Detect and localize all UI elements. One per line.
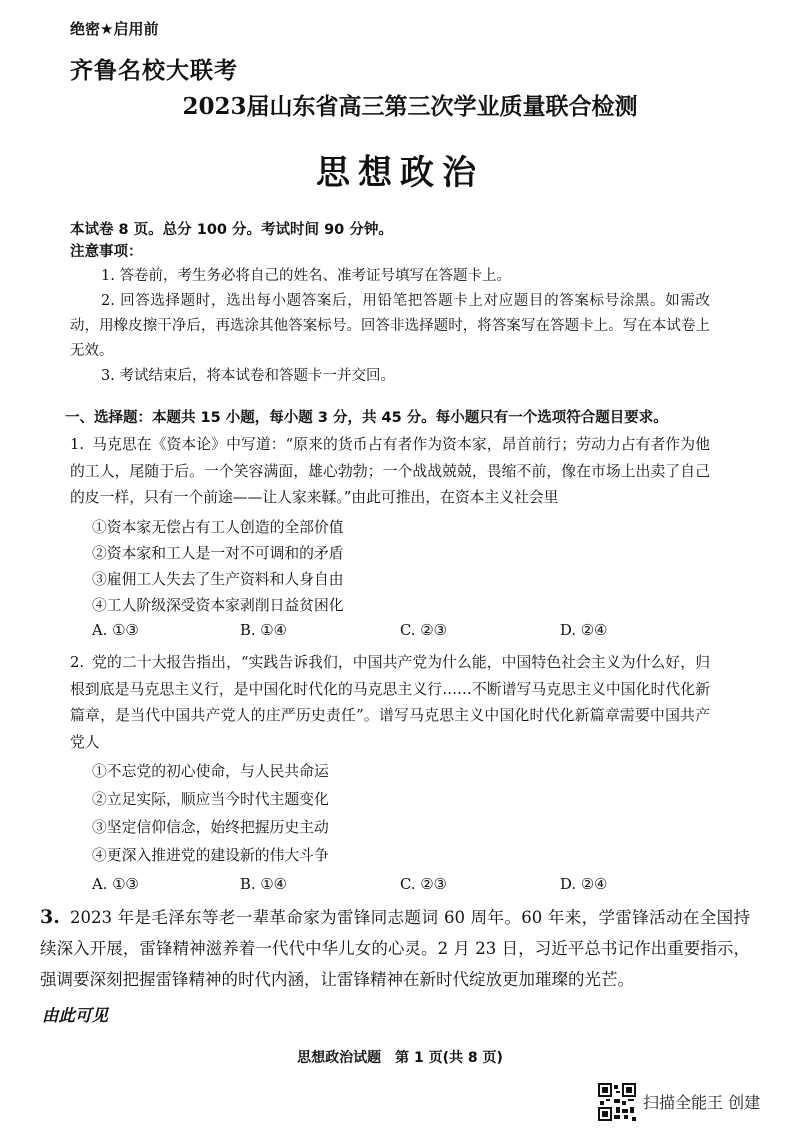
- section-heading: 一、选择题：本题共 15 小题，每小题 3 分，共 45 分。每小题只有一个选项符合题目要求。: [65, 410, 668, 426]
- alliance-title: 齐鲁名校大联考: [70, 57, 238, 84]
- question-text: 马克思在《资本论》中写道：“原来的货币占有者作为资本家，昂首前行；劳动力占有者作为他的工人，尾随于后。一个笑容满面，雄心勃勃；一个战战兢兢，畏缩不前，像在市场上出卖了自己的皮一样，只有一个前途——让人家来鞣。”由此可推出，在资本主义社会里: [70, 436, 710, 506]
- statement-item: ②资本家和工人是一对不可调和的矛盾: [92, 545, 344, 562]
- exam-title: 2023届山东省高三第三次学业质量联合检测: [182, 93, 638, 120]
- statement-item: ③坚定信仰信念，始终把握历史主动: [92, 819, 329, 836]
- choice-c: C. ②③: [400, 622, 447, 639]
- choice-a: A. ①③: [92, 876, 139, 893]
- choice-b: B. ①④: [240, 876, 287, 893]
- statement-item: ④工人阶级深受资本家剥削日益贫困化: [92, 597, 344, 614]
- subject-title: 思想政治: [316, 153, 484, 193]
- notice-title: 注意事项：: [70, 244, 143, 260]
- choice-b: B. ①④: [240, 622, 287, 639]
- exam-info: 本试卷 8 页。总分 100 分。考试时间 90 分钟。: [70, 222, 393, 238]
- statement-item: ③雇佣工人失去了生产资料和人身自由: [92, 571, 344, 588]
- notice-item: 1. 答卷前，考生务必将自己的姓名、准考证号填写在答题卡上。: [101, 268, 511, 284]
- question-text: 2023 年是毛泽东等老一辈革命家为雷锋同志题词 60 周年。60 年来，学雷锋活动在全国持续深入开展，雷锋精神滋养着一代代中华儿女的心灵。2 月 23 日，习近平总书记作出重要指示，强调要深刻把握雷锋精神的时代内涵，让雷锋精神在新时代绽放更加璀璨的光芒。: [40, 908, 750, 989]
- statement-item: ①不忘党的初心使命，与人民共命运: [92, 763, 329, 780]
- secret-label: 绝密★启用前: [70, 20, 159, 38]
- question-1-choices: [92, 622, 692, 644]
- statement-item: ②立足实际，顺应当今时代主题变化: [92, 791, 329, 808]
- notice-item: 3. 考试结束后，将本试卷和答题卡一并交回。: [101, 368, 395, 384]
- qr-code-icon: [598, 1083, 636, 1121]
- question-3-stem: [40, 902, 750, 995]
- choice-c: C. ②③: [400, 876, 447, 893]
- statement-item: ①资本家无偿占有工人创造的全部价值: [92, 519, 344, 536]
- notice-item: 2. 回答选择题时，选出每小题答案后，用铅笔把答题卡上对应题目的答案标号涂黑。如需改动，用橡皮擦干净后，再选涂其他答案标号。回答非选择题时，将答案写在答题卡上。写在本试卷上无效。: [70, 293, 710, 359]
- question-number: 3.: [40, 906, 60, 928]
- question-3-tail: 由此可见: [42, 1006, 108, 1025]
- page-footer: 思想政治试题 第 1 页(共 8 页): [297, 1050, 503, 1066]
- question-2-choices: [92, 876, 692, 898]
- question-2-stem: [70, 650, 710, 756]
- choice-d: D. ②④: [560, 876, 608, 893]
- scanner-watermark: 扫描全能王 创建: [643, 1093, 761, 1112]
- question-number: 1.: [70, 436, 85, 453]
- question-text: 党的二十大报告指出，“实践告诉我们，中国共产党为什么能，中国特色社会主义为什么好，归根到底是马克思主义行，是中国化时代化的马克思主义行……不断谱写马克思主义中国化时代化新篇章，是当代中国共产党人的庄严历史责任”。谱写马克思主义中国化时代化新篇章需要中国共产党人: [70, 654, 710, 751]
- statement-item: ④更深入推进党的建设新的伟大斗争: [92, 847, 329, 864]
- question-1-stem: [70, 432, 710, 512]
- choice-a: A. ①③: [92, 622, 139, 639]
- choice-d: D. ②④: [560, 622, 608, 639]
- question-number: 2.: [70, 654, 85, 671]
